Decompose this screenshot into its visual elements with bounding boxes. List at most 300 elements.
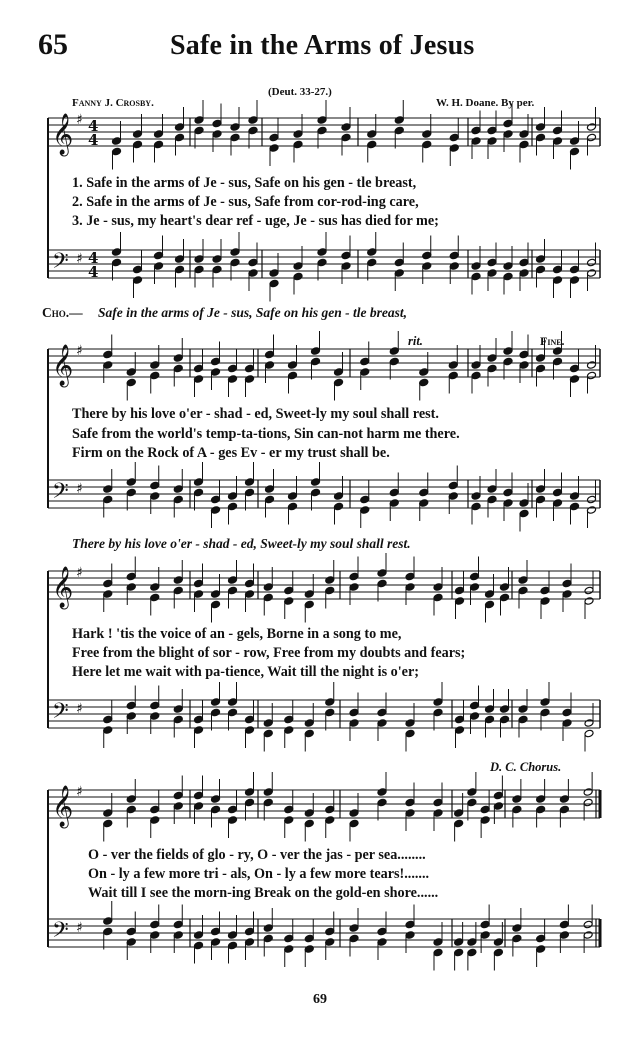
note-head bbox=[150, 920, 160, 929]
note-head bbox=[317, 258, 327, 267]
note-head bbox=[194, 715, 204, 724]
note-head bbox=[394, 269, 404, 278]
note-head bbox=[553, 265, 563, 274]
note-head bbox=[470, 701, 480, 710]
note-head bbox=[133, 276, 143, 285]
note-head bbox=[583, 920, 593, 929]
note-head bbox=[269, 269, 279, 278]
note-head bbox=[212, 130, 222, 139]
note-head bbox=[553, 488, 563, 497]
note-head bbox=[288, 492, 298, 501]
note-head bbox=[304, 945, 314, 954]
note-head bbox=[150, 593, 160, 602]
note-head bbox=[503, 499, 513, 508]
note-head bbox=[173, 715, 183, 724]
note-head bbox=[304, 819, 314, 828]
note-head bbox=[245, 478, 255, 487]
key-signature-sharp: ♯ bbox=[76, 565, 83, 581]
note-head bbox=[284, 586, 294, 595]
note-head bbox=[512, 934, 522, 943]
note-head bbox=[500, 705, 510, 714]
note-head bbox=[540, 708, 550, 717]
note-head bbox=[194, 116, 204, 125]
note-head bbox=[211, 805, 221, 814]
note-head bbox=[304, 590, 314, 599]
note-head bbox=[422, 140, 432, 149]
note-head bbox=[471, 502, 481, 511]
note-head bbox=[103, 579, 113, 588]
note-head bbox=[500, 583, 510, 592]
note-head bbox=[228, 816, 238, 825]
note-head bbox=[553, 357, 563, 366]
note-head bbox=[587, 123, 597, 132]
note-head bbox=[341, 133, 351, 142]
note-head bbox=[536, 485, 546, 494]
note-head bbox=[587, 133, 597, 142]
note-head bbox=[112, 137, 122, 146]
note-head bbox=[211, 938, 221, 947]
note-head bbox=[173, 705, 183, 714]
note-head bbox=[518, 586, 528, 595]
note-head bbox=[194, 791, 204, 800]
note-head bbox=[519, 509, 529, 518]
note-head bbox=[487, 137, 497, 146]
note-head bbox=[245, 579, 255, 588]
note-head bbox=[265, 495, 275, 504]
note-head bbox=[536, 795, 546, 804]
note-head bbox=[512, 805, 522, 814]
note-head bbox=[288, 361, 298, 370]
note-head bbox=[311, 347, 321, 356]
note-head bbox=[540, 597, 550, 606]
note-head bbox=[433, 938, 443, 947]
note-head bbox=[263, 729, 273, 738]
note-head bbox=[570, 492, 580, 501]
note-head bbox=[103, 917, 113, 926]
note-head bbox=[570, 265, 580, 274]
note-head bbox=[230, 248, 240, 257]
note-head bbox=[503, 347, 513, 356]
note-head bbox=[480, 920, 490, 929]
note-head bbox=[126, 488, 136, 497]
note-head bbox=[471, 371, 481, 380]
note-head bbox=[173, 791, 183, 800]
note-head bbox=[559, 795, 569, 804]
note-head bbox=[341, 251, 351, 260]
note-head bbox=[584, 586, 594, 595]
note-head bbox=[349, 583, 359, 592]
note-head bbox=[536, 364, 546, 373]
note-head bbox=[248, 258, 258, 267]
note-head bbox=[194, 375, 204, 384]
note-head bbox=[454, 948, 464, 957]
note-head bbox=[245, 364, 255, 373]
note-head bbox=[422, 130, 432, 139]
note-head bbox=[487, 364, 497, 373]
note-head bbox=[133, 265, 143, 274]
treble-clef: 𝄞 bbox=[52, 114, 74, 155]
note-head bbox=[559, 920, 569, 929]
note-head bbox=[269, 279, 279, 288]
note-head bbox=[284, 597, 294, 606]
key-signature-sharp: ♯ bbox=[76, 251, 83, 267]
note-head bbox=[503, 130, 513, 139]
note-head bbox=[553, 499, 563, 508]
note-head bbox=[422, 251, 432, 260]
note-head bbox=[405, 719, 415, 728]
note-head bbox=[293, 140, 303, 149]
key-signature-sharp: ♯ bbox=[76, 701, 83, 717]
note-head bbox=[349, 924, 359, 933]
note-head bbox=[536, 805, 546, 814]
note-head bbox=[503, 262, 513, 271]
note-head bbox=[448, 361, 458, 370]
note-head bbox=[471, 492, 481, 501]
note-head bbox=[485, 590, 495, 599]
note-head bbox=[367, 140, 377, 149]
note-head bbox=[467, 948, 477, 957]
note-head bbox=[454, 809, 464, 818]
note-head bbox=[150, 361, 160, 370]
time-signature-bottom: 4 bbox=[88, 263, 99, 281]
note-head bbox=[173, 495, 183, 504]
note-head bbox=[245, 938, 255, 947]
note-head bbox=[263, 924, 273, 933]
ritardando-mark: rit. bbox=[408, 334, 423, 348]
note-head bbox=[293, 130, 303, 139]
note-head bbox=[263, 719, 273, 728]
note-head bbox=[367, 130, 377, 139]
note-head bbox=[248, 116, 258, 125]
note-head bbox=[194, 478, 204, 487]
note-head bbox=[405, 572, 415, 581]
note-head bbox=[154, 130, 164, 139]
note-head bbox=[103, 726, 113, 735]
note-head bbox=[112, 258, 122, 267]
note-head bbox=[389, 347, 399, 356]
note-head bbox=[341, 262, 351, 271]
note-head bbox=[433, 698, 443, 707]
note-head bbox=[154, 262, 164, 271]
note-head bbox=[194, 488, 204, 497]
note-head bbox=[126, 378, 136, 387]
note-head bbox=[194, 590, 204, 599]
note-head bbox=[228, 805, 238, 814]
note-head bbox=[587, 361, 597, 370]
note-head bbox=[405, 920, 415, 929]
hymn-number: 65 bbox=[38, 28, 68, 61]
note-head bbox=[518, 576, 528, 585]
note-head bbox=[553, 276, 563, 285]
note-head bbox=[587, 506, 597, 515]
note-head bbox=[126, 572, 136, 581]
note-head bbox=[536, 354, 546, 363]
note-head bbox=[194, 726, 204, 735]
note-head bbox=[471, 262, 481, 271]
note-head bbox=[245, 488, 255, 497]
note-head bbox=[150, 371, 160, 380]
note-head bbox=[211, 506, 221, 515]
note-head bbox=[454, 819, 464, 828]
note-head bbox=[194, 364, 204, 373]
note-head bbox=[263, 934, 273, 943]
lyricist-credit: Fanny J. Crosby. bbox=[72, 97, 154, 109]
note-head bbox=[487, 258, 497, 267]
note-head bbox=[126, 368, 136, 377]
note-head bbox=[211, 795, 221, 804]
note-head bbox=[173, 576, 183, 585]
note-head bbox=[562, 719, 572, 728]
note-head bbox=[103, 590, 113, 599]
system-2-verse-2: Safe from the world's temp-ta-tions, Sin can-not harm me there. bbox=[72, 426, 460, 442]
note-head bbox=[570, 502, 580, 511]
note-head bbox=[211, 357, 221, 366]
note-head bbox=[503, 272, 513, 281]
note-head bbox=[570, 276, 580, 285]
note-head bbox=[449, 133, 459, 142]
note-head bbox=[212, 255, 222, 264]
note-head bbox=[325, 586, 335, 595]
note-head bbox=[173, 485, 183, 494]
note-head bbox=[377, 569, 387, 578]
note-head bbox=[349, 572, 359, 581]
note-head bbox=[265, 350, 275, 359]
note-head bbox=[500, 715, 510, 724]
note-head bbox=[349, 934, 359, 943]
note-head bbox=[334, 502, 344, 511]
note-head bbox=[245, 788, 255, 797]
note-head bbox=[284, 805, 294, 814]
note-head bbox=[433, 583, 443, 592]
note-head bbox=[455, 726, 465, 735]
time-signature-bottom: 4 bbox=[88, 131, 99, 149]
note-head bbox=[536, 945, 546, 954]
note-head bbox=[150, 583, 160, 592]
note-head bbox=[518, 715, 528, 724]
note-head bbox=[154, 251, 164, 260]
note-head bbox=[587, 495, 597, 504]
note-head bbox=[194, 255, 204, 264]
note-head bbox=[284, 816, 294, 825]
note-head bbox=[519, 130, 529, 139]
note-head bbox=[419, 368, 429, 377]
note-head bbox=[228, 941, 238, 950]
note-head bbox=[103, 361, 113, 370]
note-head bbox=[583, 788, 593, 797]
note-head bbox=[245, 798, 255, 807]
note-head bbox=[583, 798, 593, 807]
note-head bbox=[377, 938, 387, 947]
note-head bbox=[503, 119, 513, 128]
time-signature-top: 4 bbox=[88, 117, 99, 135]
note-head bbox=[394, 116, 404, 125]
note-head bbox=[367, 248, 377, 257]
note-head bbox=[448, 371, 458, 380]
system-1-chorus-lyric: Safe in the arms of Je - sus, Safe on his gen - tle breast, bbox=[98, 305, 408, 320]
note-head bbox=[349, 708, 359, 717]
note-head bbox=[562, 708, 572, 717]
note-head bbox=[587, 371, 597, 380]
note-head bbox=[284, 945, 294, 954]
note-head bbox=[173, 364, 183, 373]
note-head bbox=[485, 715, 495, 724]
note-head bbox=[194, 579, 204, 588]
note-head bbox=[245, 375, 255, 384]
note-head bbox=[154, 140, 164, 149]
note-head bbox=[150, 712, 160, 721]
key-signature-sharp: ♯ bbox=[76, 481, 83, 497]
note-head bbox=[230, 123, 240, 132]
note-head bbox=[212, 265, 222, 274]
note-head bbox=[228, 375, 238, 384]
note-head bbox=[377, 708, 387, 717]
note-head bbox=[570, 364, 580, 373]
bass-clef: 𝄢 bbox=[52, 699, 69, 729]
note-head bbox=[103, 350, 113, 359]
note-head bbox=[228, 364, 238, 373]
note-head bbox=[493, 938, 503, 947]
note-head bbox=[487, 485, 497, 494]
note-head bbox=[230, 133, 240, 142]
note-head bbox=[480, 805, 490, 814]
note-head bbox=[360, 495, 370, 504]
note-head bbox=[293, 272, 303, 281]
note-head bbox=[194, 941, 204, 950]
note-head bbox=[470, 572, 480, 581]
note-head bbox=[211, 708, 221, 717]
note-head bbox=[487, 269, 497, 278]
note-head bbox=[150, 816, 160, 825]
note-head bbox=[394, 258, 404, 267]
note-head bbox=[265, 485, 275, 494]
note-head bbox=[405, 583, 415, 592]
note-head bbox=[126, 478, 136, 487]
note-head bbox=[519, 140, 529, 149]
system-3-verse-3: Here let me wait with pa-tience, Wait till the night is o'er; bbox=[72, 664, 420, 680]
note-head bbox=[467, 788, 477, 797]
note-head bbox=[228, 931, 238, 940]
note-head bbox=[405, 809, 415, 818]
note-head bbox=[377, 579, 387, 588]
note-head bbox=[103, 485, 113, 494]
note-head bbox=[584, 729, 594, 738]
note-head bbox=[389, 357, 399, 366]
note-head bbox=[263, 593, 273, 602]
system-3-verse-2: Free from the blight of sor - row, Free from my doubts and fears; bbox=[72, 645, 466, 661]
note-head bbox=[570, 137, 580, 146]
chorus-label: Cho.— bbox=[42, 305, 83, 320]
note-head bbox=[334, 378, 344, 387]
note-head bbox=[448, 481, 458, 490]
note-head bbox=[126, 701, 136, 710]
note-head bbox=[173, 586, 183, 595]
note-head bbox=[536, 123, 546, 132]
note-head bbox=[194, 265, 204, 274]
note-head bbox=[334, 492, 344, 501]
note-head bbox=[211, 698, 221, 707]
note-head bbox=[311, 357, 321, 366]
note-head bbox=[405, 931, 415, 940]
note-head bbox=[126, 927, 136, 936]
note-head bbox=[112, 248, 122, 257]
note-head bbox=[405, 798, 415, 807]
note-head bbox=[480, 931, 490, 940]
note-head bbox=[175, 123, 185, 132]
note-head bbox=[263, 583, 273, 592]
note-head bbox=[304, 600, 314, 609]
note-head bbox=[175, 255, 185, 264]
note-head bbox=[493, 948, 503, 957]
system-2-verse-3: Firm on the Rock of A - ges Ev - er my trust shall be. bbox=[72, 445, 390, 461]
bass-clef: 𝄢 bbox=[52, 918, 69, 948]
treble-clef: 𝄞 bbox=[52, 567, 74, 608]
note-head bbox=[103, 715, 113, 724]
note-head bbox=[112, 147, 122, 156]
note-head bbox=[559, 931, 569, 940]
note-head bbox=[304, 934, 314, 943]
note-head bbox=[519, 350, 529, 359]
note-head bbox=[245, 715, 255, 724]
note-head bbox=[540, 698, 550, 707]
note-head bbox=[194, 126, 204, 135]
note-head bbox=[194, 931, 204, 940]
note-head bbox=[194, 802, 204, 811]
system-1-verse-1: 1. Safe in the arms of Je - sus, Safe on his gen - tle breast, bbox=[72, 175, 417, 191]
note-head bbox=[325, 816, 335, 825]
note-head bbox=[455, 597, 465, 606]
note-head bbox=[325, 708, 335, 717]
note-head bbox=[248, 126, 258, 135]
note-head bbox=[360, 368, 370, 377]
note-head bbox=[433, 948, 443, 957]
note-head bbox=[265, 361, 275, 370]
note-head bbox=[419, 488, 429, 497]
note-head bbox=[570, 147, 580, 156]
note-head bbox=[150, 805, 160, 814]
note-head bbox=[419, 499, 429, 508]
note-head bbox=[562, 590, 572, 599]
bass-clef: 𝄢 bbox=[52, 249, 69, 279]
note-head bbox=[245, 726, 255, 735]
note-head bbox=[284, 715, 294, 724]
note-head bbox=[471, 272, 481, 281]
note-head bbox=[228, 586, 238, 595]
note-head bbox=[211, 927, 221, 936]
note-head bbox=[377, 927, 387, 936]
note-head bbox=[150, 701, 160, 710]
page-number: 69 bbox=[313, 992, 327, 1007]
system-2-chorus-lyric: There by his love o'er - shad - ed, Sweet-ly my soul shall rest. bbox=[72, 536, 411, 551]
key-signature-sharp: ♯ bbox=[76, 920, 83, 936]
note-head bbox=[377, 798, 387, 807]
note-head bbox=[487, 495, 497, 504]
note-head bbox=[325, 805, 335, 814]
note-head bbox=[536, 495, 546, 504]
note-head bbox=[245, 927, 255, 936]
note-head bbox=[433, 798, 443, 807]
note-head bbox=[419, 378, 429, 387]
note-head bbox=[175, 265, 185, 274]
system-4-verse-2: On - ly a few more tri - als, On - ly a few more tears!....... bbox=[88, 866, 430, 882]
note-head bbox=[304, 809, 314, 818]
note-head bbox=[471, 137, 481, 146]
note-head bbox=[449, 251, 459, 260]
note-head bbox=[304, 729, 314, 738]
treble-clef: 𝄞 bbox=[52, 786, 74, 827]
note-head bbox=[228, 502, 238, 511]
note-head bbox=[228, 492, 238, 501]
note-head bbox=[150, 931, 160, 940]
